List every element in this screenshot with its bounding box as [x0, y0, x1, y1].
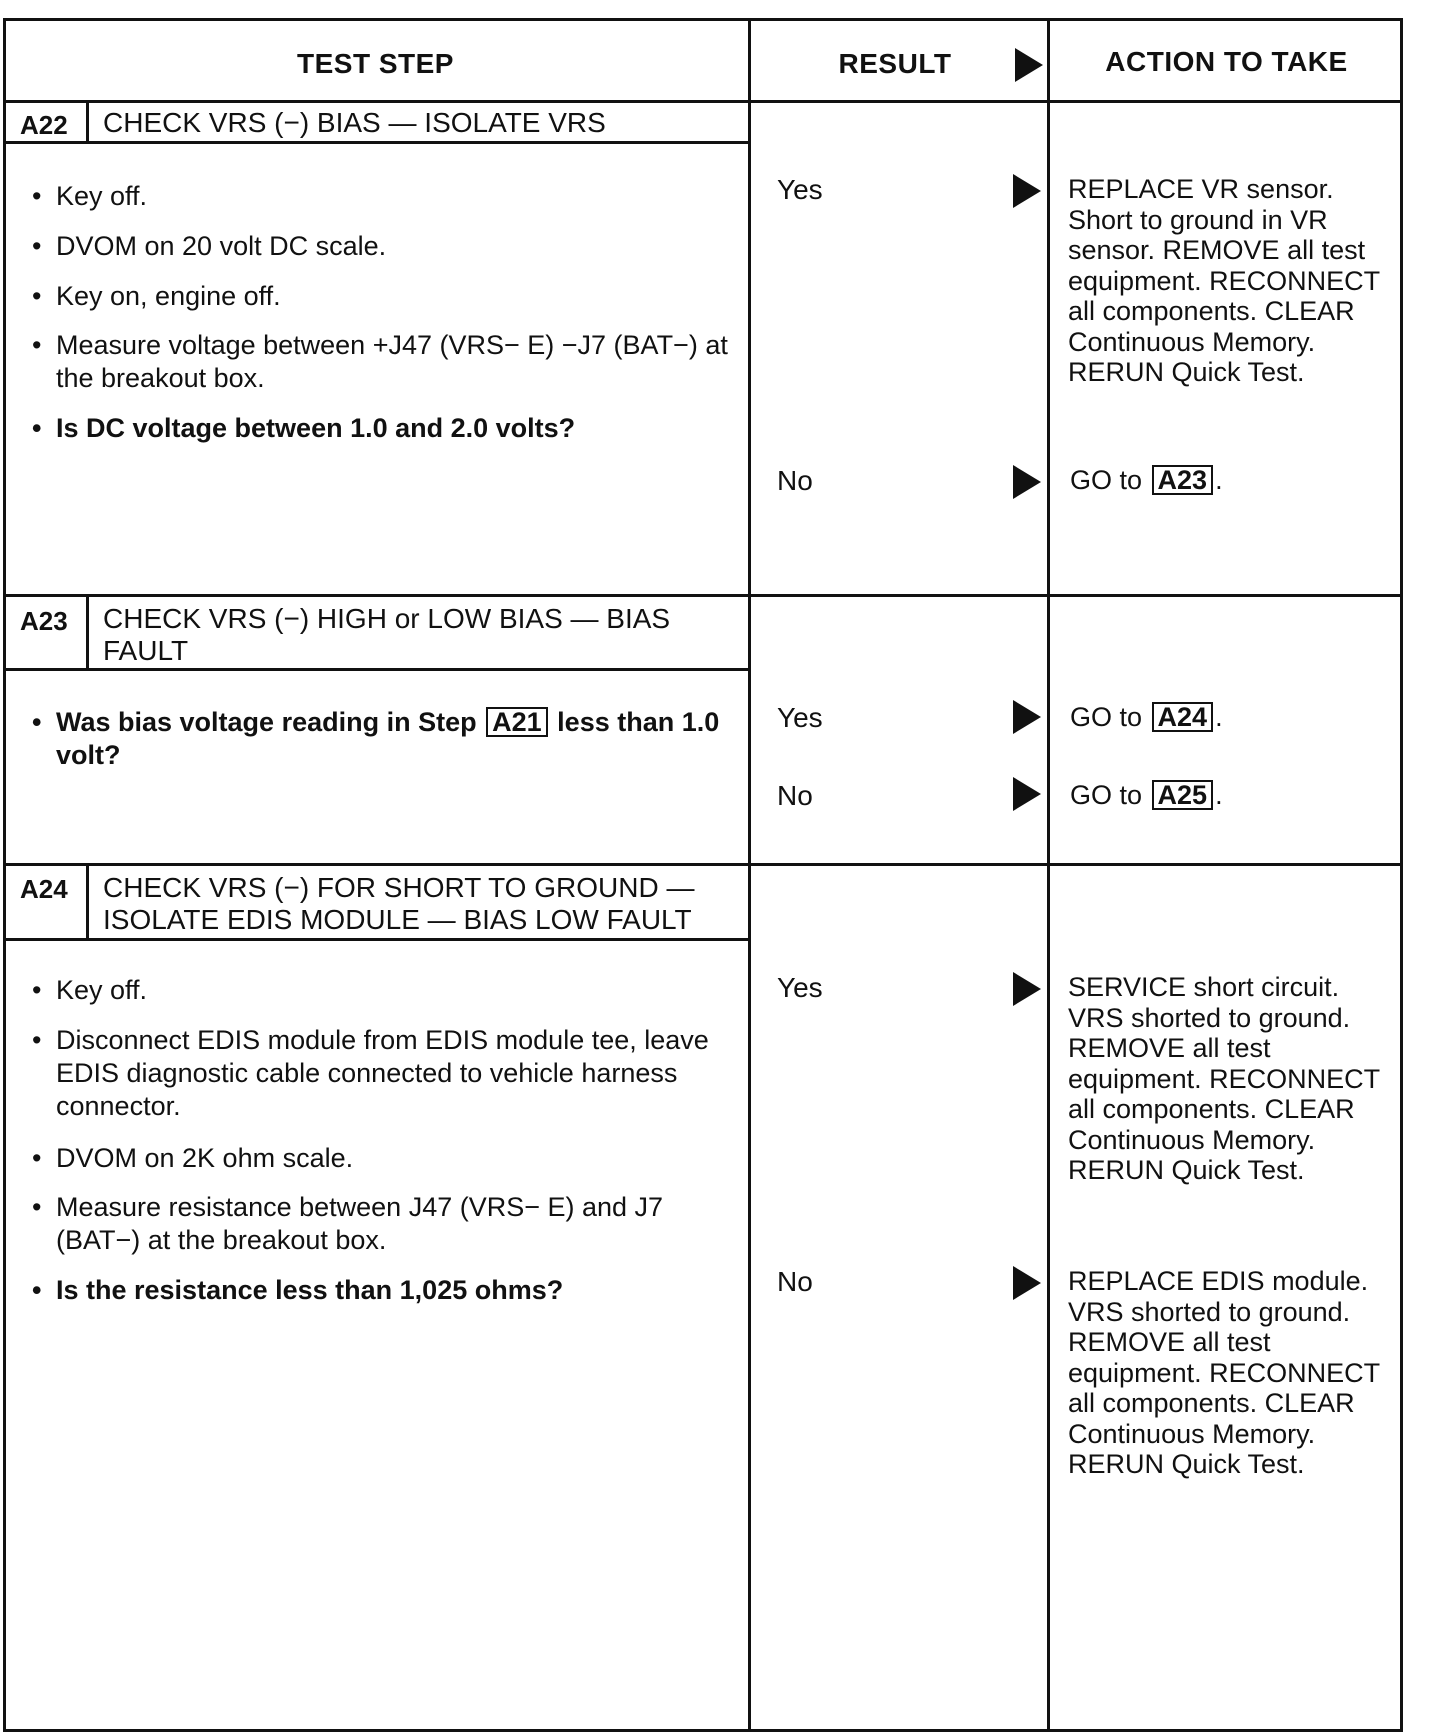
- a23-action-yes-text: GO to: [1070, 702, 1143, 732]
- a22-bullet-3: • Key on, engine off.: [30, 280, 736, 313]
- a23-question-tail: less than 1.0 volt?: [56, 707, 720, 770]
- a22-yes-arrow-icon: [1013, 174, 1041, 208]
- a24-question: • Is the resistance less than 1,025 ohms?: [30, 1274, 756, 1307]
- a23-title-underline: [3, 668, 748, 671]
- a22-title-underline: [3, 141, 748, 144]
- a24-bullet-4: • Measure resistance between J47 (VRS− E) and J7 (BAT−) at the breakout box.: [30, 1191, 736, 1257]
- a22-no-arrow-icon: [1013, 465, 1041, 499]
- a22-result-no: No: [777, 465, 813, 496]
- a23-result-no: No: [777, 780, 813, 811]
- a24-action-no: REPLACE EDIS module. VRS shorted to ground. REMOVE all test equipment. RECONNECT all components. CLEAR Continuous Memory. RERUN Quick Test.: [1068, 1266, 1380, 1479]
- a24-bullet-3: • DVOM on 2K ohm scale.: [30, 1142, 736, 1175]
- a22-section-divider: [3, 594, 1403, 597]
- a23-action-no-text: GO to: [1070, 780, 1143, 810]
- a22-action-no-period: .: [1215, 465, 1223, 495]
- a23-action-no: [1070, 780, 1223, 811]
- a22-action-yes: REPLACE VR sensor. Short to ground in VR sensor. REMOVE all test equipment. RECONNECT all components. CLEAR Continuous Memory. RERUN Quick Test.: [1068, 174, 1380, 387]
- a23-id-divider: [86, 596, 89, 670]
- a22-action-no: [1070, 465, 1223, 496]
- step-title-a22: CHECK VRS (−) BIAS — ISOLATE VRS: [103, 107, 606, 138]
- a22-bullet-4: • Measure voltage between +J47 (VRS− E) −J7 (BAT−) at the breakout box.: [30, 329, 736, 395]
- ref-box-a21: A21: [486, 707, 548, 737]
- step-title-a23: CHECK VRS (−) HIGH or LOW BIAS — BIAS FAULT: [103, 603, 671, 666]
- a22-bullet-1: • Key off.: [30, 180, 736, 213]
- a22-id-divider: [86, 100, 89, 143]
- a24-bullet-2: • Disconnect EDIS module from EDIS module tee, leave EDIS diagnostic cable connected to vehicle harness connector.: [30, 1024, 736, 1123]
- a24-id-divider: [86, 865, 89, 940]
- header-test-step: TEST STEP: [297, 48, 454, 79]
- a23-question-text: Was bias voltage reading in Step: [56, 707, 477, 737]
- ref-box-a25: A25: [1152, 780, 1214, 810]
- header-result-arrow-icon: [1015, 48, 1043, 82]
- a23-question: [30, 706, 736, 772]
- a22-bullet-2: • DVOM on 20 volt DC scale.: [30, 230, 736, 263]
- a23-result-yes: Yes: [777, 702, 823, 733]
- step-id-a24: A24: [20, 874, 68, 904]
- a24-action-yes: SERVICE short circuit. VRS shorted to ground. REMOVE all test equipment. RECONNECT all components. CLEAR Continuous Memory. RERUN Quick Test.: [1068, 972, 1380, 1185]
- a24-result-no: No: [777, 1266, 813, 1297]
- column-divider-result: [748, 18, 751, 1732]
- a22-action-no-text: GO to: [1070, 465, 1143, 495]
- a22-question: • Is DC voltage between 1.0 and 2.0 volts?: [30, 412, 756, 445]
- a24-no-arrow-icon: [1013, 1266, 1041, 1300]
- a24-result-yes: Yes: [777, 972, 823, 1003]
- a24-yes-arrow-icon: [1013, 972, 1041, 1006]
- header-action: ACTION TO TAKE: [1105, 46, 1348, 77]
- a23-yes-arrow-icon: [1013, 700, 1041, 734]
- a23-section-divider: [3, 863, 1403, 866]
- a23-action-yes: [1070, 702, 1223, 733]
- header-result: RESULT: [838, 48, 952, 79]
- a23-no-arrow-icon: [1013, 777, 1041, 811]
- a23-action-no-period: .: [1215, 780, 1223, 810]
- column-divider-action: [1047, 18, 1050, 1732]
- step-id-a23: A23: [20, 606, 68, 636]
- a24-title-underline: [3, 938, 748, 941]
- ref-box-a23: A23: [1152, 465, 1214, 495]
- step-id-a22: A22: [20, 110, 68, 140]
- ref-box-a24: A24: [1152, 702, 1214, 732]
- header-divider: [3, 100, 1403, 103]
- step-title-a24: CHECK VRS (−) FOR SHORT TO GROUND — ISOLATE EDIS MODULE — BIAS LOW FAULT: [103, 872, 695, 935]
- a22-result-yes: Yes: [777, 174, 823, 205]
- a23-action-yes-period: .: [1215, 702, 1223, 732]
- a24-bullet-1: • Key off.: [30, 974, 736, 1007]
